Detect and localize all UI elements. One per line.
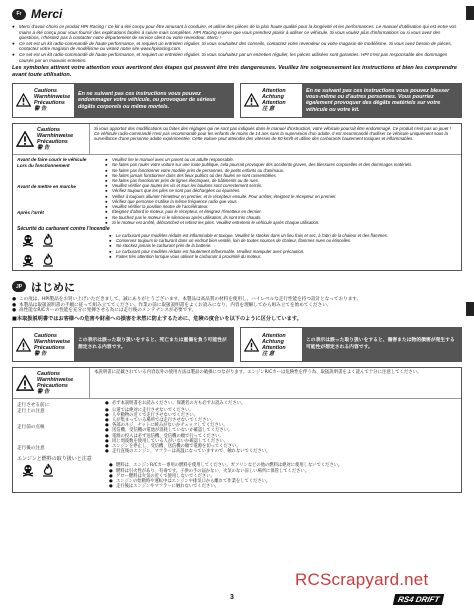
cautions-label: Cautions Warnhinweise Précautions 警 告 — [37, 371, 74, 396]
cautions-box-fr — [12, 83, 234, 118]
safety-intro-fr: Si vous apportez des modifications ou faites des réglages qui ne sont pas indiqués dans le manuel d'instruction, votre véhicule pourrait être endommagé. Ce produit n'est pas un jouet ! Ce véhicule radio-commandé n'est pas recommandé pour les enfants de moins de 14 ans sans la supervision d'un adulte. Il est recommandé d'utiliser ce véhicule uniquement sous la surveillance d'une personne adulte expérimentée. Cette voiture peut atteindre des vitesses de 50 km/h et utilise des carburants hautement toxiques et inflammables. — [94, 125, 451, 142]
warning-legend-fr — [12, 83, 462, 118]
language-badge-ja: JP — [12, 281, 26, 292]
safety-row: Après l'arrêt ● Éteignez d'abord le moteur, puis le récepteur, et éteignez l'émetteur en dernier. ● Ne touchez pas le moteur ni le silencieux après utilisation, ils sont très chauds. ● Si le moteur est arrêté, débranchez et retirez les piles. Veuillez entretenir le véhicule après chaque utilisation. — [17, 209, 320, 225]
warning-intro-fr: Les symboles attirent votre attention vous avertiront des étapes qui peuvent être très dangereuses. Veuillez lire soigneusement les instructions et bien les comprendre avant toute utilisation. — [12, 65, 457, 78]
attention-message-ja: この表示は誤った取り扱いをすると、傷害または物的損害が発生する可能性が想定される内容です。 — [302, 328, 461, 361]
attention-box-ja — [240, 327, 462, 362]
cautions-label: Cautions Warnhinweise Précautions 警 告 — [34, 88, 71, 113]
attention-box-fr — [240, 83, 462, 118]
safety-row: 走行上の注意 ● 公道では絶対に走行させないでください。 ● 人や動物の近くで走行させないでください。 ● 人が集まっている場所では走行させないでください。 — [17, 407, 216, 423]
cautions-message-ja: この表示は誤った取り扱いをすると、死亡または重傷を負う可能性が想定される内容です。 — [74, 328, 233, 361]
safety-row: Avant de mettre en marche ● Veuillez vérifier que toutes les vis et tous les boulons sont correctement serrés. ● Vérifiez toujours que les piles ne sont pas déchargées ou épuisées. ● Veillez à toujours allumer l'émetteur en premier, et le récepteur ensuite. Pour arrêter, éteignez le récepteur en premier. ● Vérifiez que personne n'utilise la même fréquence radio que vous. ● Veuillez vérifier la position neutre de l'accélérateur. — [17, 183, 337, 210]
language-badge-fr: Fr — [12, 9, 26, 20]
skull-crossbones-icon — [21, 253, 35, 267]
attention-triangle-icon — [244, 338, 259, 352]
section-title-ja: はじめに — [31, 280, 75, 294]
section-header-fr — [12, 6, 462, 22]
fuel-safety-title-ja: エンジンと燃料の取り扱いと注意 — [17, 456, 92, 463]
safety-intro-ja: 本説明書に記載されている内容以外の使用方法は製品の破損につながります。エンジンR/Cカーは危険性を伴う為、取扱説明書をよく読んで十分に注意してください。 — [94, 370, 422, 376]
section-title-fr: Merci — [31, 7, 63, 21]
warning-triangle-icon — [16, 131, 34, 147]
flame-icon — [41, 253, 55, 267]
watermark: RCScrapyard.net — [295, 570, 429, 589]
skull-crossbones-icon — [21, 233, 35, 247]
warning-triangle-icon — [16, 93, 31, 107]
page-number: 3 — [230, 594, 234, 601]
flame-icon — [41, 463, 55, 477]
cautions-box-ja — [12, 327, 234, 362]
warning-intro-ja: ■本取扱説明書ではお客様への危害や財産への損害を未然に防止するために、危険の度合いを以下のように区分しています。 — [12, 315, 302, 322]
flame-icon — [41, 233, 55, 247]
fuel-safety-title-fr: Sécurité du carburant contre l'incendie — [17, 225, 110, 232]
attention-message-fr: En ne suivant pas ces instructions vous pouvez blesser vous-même ou d'autres personnes. Vous pourriez également provoquer des dégâts matériels sur votre véhicule ou votre kit. — [302, 84, 461, 117]
section-header-ja — [12, 279, 462, 295]
warning-legend-ja — [12, 327, 462, 362]
safety-row: 走行させる前に ● 必ず本説明書をお読みください。保護者の方も必ずお読みください。 — [17, 401, 246, 408]
product-logo: RS4 DRIFT — [393, 594, 445, 605]
safety-box-fr: Cautions Warnhinweise Précautions 警 告 Si vous apportez des modifications ou faites des réglages qui ne sont pas indiqués dans le manuel d'instruction, votre véhicule pourrait être endommagé. Ce produit n'est pas un jouet ! Ce véhicule radio-commandé n'est pas recommandé pour les enfants de moins de 14 ans sans la supervision d'un adulte. Il est recommandé d'utiliser ce véhicule uniquement sous la surveillance d'une personne adulte expérimentée. Cette voiture peut atteindre des vitesses de 50 km/h et utilise des carburants hautement toxiques et inflammables. Avant de faire courir le véhicule ● Veuillez lire le manuel avec un parent ou un adulte responsable. Lors du fonctionnement ● Ne faites pas rouler votre voiture sur une route publique, cela pourrait provoquer des accidents graves, des blessures corporelles et des dommages matériels. ● Ne faites pas fonctionner votre modèle près de personnes, de petits enfants ou d'animaux. ● Ne faites jamais fonctionner dans des lieux publics où des foules se sont rassemblées. ● Ne faites pas fonctionner près de lignes électriques, de bâtiments ou de rues. Avant de mettre en marche ● Veuillez vérifier que toutes les vis et tous les boulons sont correctement serrés. ● Vérifiez toujours que les piles ne sont pas déchargées ou épuisées. ● Veillez à toujours allumer l'émetteur en premier, et le récepteur ensuite. Pour arrêter, éteignez le récepteur en premier. ● Vérifiez que personne n'utilise la même fréquence radio que vous. ● Veuillez vérifier la position neutre de l'accélérateur. Après l'arrêt ● Éteignez d'abord le moteur, puis le récepteur, et éteignez l'émetteur en dernier. ● Ne touchez pas le moteur ni le silencieux après utilisation, ils sont très chauds. ● Si le moteur est arrêté, débranchez et retirez les piles. Veuillez entretenir le véhicule après chaque utilisation. Sécurité du carburant contre l'incendie ● Le carburant pour modèles réduits est inflammable et toxique. Veuillez le stocker dans un lieu frais et sec, à l'abri de la chaleur et des flammes. ● Conservez toujours le carburant dans un endroit bien ventilé, loin de toutes sources de chaleur, flammes nues ou étincelles. ● Ne stockez jamais le carburant près de la batterie. ● Le carburant pour modèles réduits est hautement inflammable. Veuillez manipuler avec précaution. ● Faites très attention lorsque vous utilisez le carburant à proximité du moteur. — [12, 123, 462, 271]
attention-label: Attention Achtung Attention 注 意 — [262, 88, 286, 113]
intro-ja: ● この度は、HPI製品をお買い上げいただきまして、誠にありがとうございます。本製品は高品質の材料を使用し、ハイレベルな走行性能を持つ設計となっております。 ● 本製品は取扱説明書の手順に従って組み立ててください。作業の前に取扱説明書をよくお読みになり、内容を理解してから組み立てを始めてください。 ● 高性能なR/Cカーの性能を充分に発揮させる為には走行後のメンテナンスが必要です。 — [12, 296, 362, 314]
cautions-label: Cautions Warnhinweise Précautions 警 告 — [34, 332, 71, 357]
attention-label: Attention Achtung Attention 注 意 — [262, 332, 286, 357]
intro-fr: ● Merci d'avoir choisi ce produit HPI Racing ! Ce kit a été conçu pour être amusant à conduire, et utilise des pièces de la plus haute qualité pour la longévité et les performances. Le manuel d'utilisation qui est entre vos mains a été conçu pour vous fournir des explications faciles à suivre mais complètes. HPI Racing espère que vous prendrez plaisir à utiliser ce véhicule. Si vous voulez plus d'informations ou si vous avez des questions, n'hésitez pas à contacter notre département de service client ou votre revendeur. Merci ! ● Ce set est un kit radio-commandé de haute performance, et requiert un entretien régulier. Si vous souhaitez des conseils, contactez votre revendeur ou votre magasin de modélisme. Si vous avez besoin de pièces, contactez votre magasin de modélisme ou visitez notre site www.hpiracing.com. ● Ce set est un kit radio-commandé de haute performance, et requiert un entretien régulier. Si vous souhaitez par un entretien régulier, les pièces utilisées sont garanties. HPI n'est pas responsable des dommages causés par un mauvais entretien. — [12, 24, 457, 63]
safety-row: 走行前の点検 ● 各部のネジ、ナットに緩みがないかチェックしてください。 ● 送信機、受信機の電池が消耗していないか確認してください。 ● 電源の投入は必ず送信機、受信機の順で行ってください。 ● 同じ周波数を使用している人がいないか確認してください。 — [17, 423, 233, 444]
warning-triangle-icon — [16, 338, 31, 352]
safety-box-ja: Cautions Warnhinweise Précautions 警 告 本説明書に記載されている内容以外の使用方法は製品の破損につながります。エンジンR/Cカーは危険性を伴う為、取扱説明書をよく読んで十分に注意してください。 走行させる前に ● 必ず本説明書をお読みください。保護者の方も必ずお読みください。 走行上の注意 ● 公道では絶対に走行させないでください。 ● 人や動物の近くで走行させないでください。 ● 人が集まっている場所では走行させないでください。 走行前の点検 ● 各部のネジ、ナットに緩みがないかチェックしてください。 ● 送信機、受信機の電池が消耗していないか確認してください。 ● 電源の投入は必ず送信機、受信機の順で行ってください。 ● 同じ周波数を使用している人がいないか確認してください。 走行後の注意 ● エンジンを停止し、受信機、送信機の順で電源を切ってください。 ● 走行直後のエンジン、マフラーは高温になっていますので、触れないでください。 エンジンと燃料の取り扱いと注意 ● 燃料は、エンジンR/Cカー専用の燃料を使用してください。ガソリンなどの他の燃料は絶対に使用しないでください。 ● 燃料は引火性があり、有毒です。子供の手の届かない、火気のない涼しい場所に保管してください。 ● グロー燃料は火気の近くで使用しないでください。 ● エンジンの始動時や運転中はエンジンや排気口から離れて作業をしてください。 ● 走行後はエンジンやマフラーに触れないでください。 — [12, 367, 462, 493]
manual-page — [12, 6, 462, 493]
cautions-message-fr: En ne suivant pas ces instructions vous pouvez endommager votre véhicule, ou provoquer de sérieux dégâts corporels ou même mortels. — [74, 84, 233, 117]
safety-row: Avant de faire courir le véhicule ● Veuillez lire le manuel avec un parent ou un adulte responsable. — [17, 156, 234, 163]
skull-crossbones-icon — [21, 463, 35, 477]
safety-row: Lors du fonctionnement ● Ne faites pas rouler votre voiture sur une route publique, cela pourrait provoquer des accidents graves, des blessures corporelles et des dommages matériels. ● Ne faites pas fonctionner votre modèle près de personnes, de petits enfants ou d'animaux. ● Ne faites jamais fonctionner dans des lieux publics où des foules se sont rassemblées. ● Ne faites pas fonctionner près de lignes électriques, de bâtiments ou de rues. — [17, 162, 413, 184]
warning-triangle-icon — [16, 375, 34, 391]
attention-triangle-icon — [244, 93, 259, 107]
section-tab-fr — [466, 6, 474, 20]
safety-row: 走行後の注意 ● エンジンを停止し、受信機、送信機の順で電源を切ってください。 ● 走行直後のエンジン、マフラーは高温になっていますので、触れないでください。 — [17, 444, 271, 455]
section-tab-ja — [466, 302, 474, 316]
cautions-label: Cautions Warnhinweise Précautions 警 告 — [37, 126, 74, 151]
